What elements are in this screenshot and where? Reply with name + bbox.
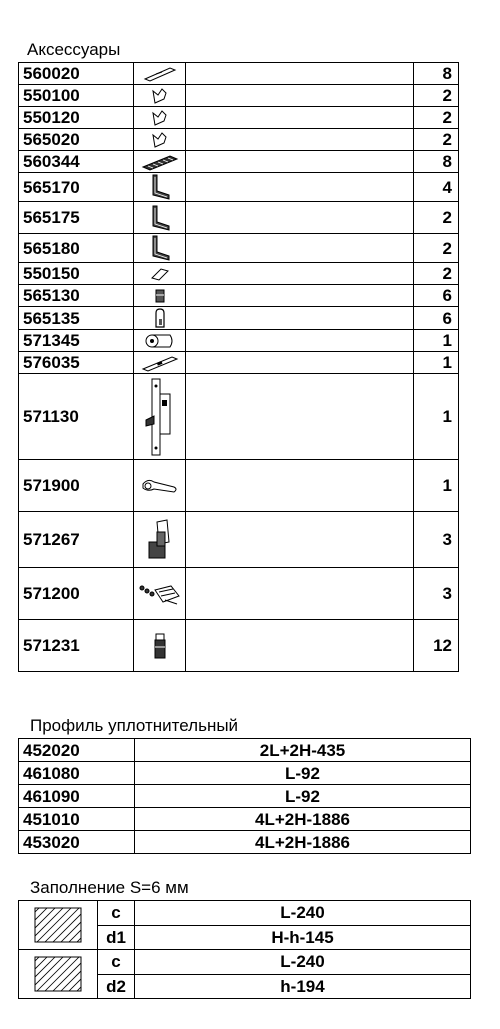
accessory-code: 571267 xyxy=(19,512,134,568)
accessory-code: 560344 xyxy=(19,151,134,173)
accessory-description xyxy=(186,151,414,173)
accessory-row xyxy=(19,620,459,672)
accessory-code: 576035 xyxy=(19,352,134,374)
accessory-description xyxy=(186,173,414,202)
wedge-icon xyxy=(134,263,186,285)
accessory-qty: 2 xyxy=(414,263,459,285)
seal-value: 4L+2H-1886 xyxy=(135,808,471,831)
accessory-description xyxy=(186,512,414,568)
accessory-row xyxy=(19,568,459,620)
seal-code: 461080 xyxy=(19,762,135,785)
accessory-description xyxy=(186,234,414,263)
strike-plate-icon xyxy=(134,352,186,374)
small-corner-piece-icon xyxy=(134,107,186,129)
hatched-glass-icon xyxy=(19,950,98,999)
accessory-description xyxy=(186,352,414,374)
mortise-lock-icon xyxy=(134,374,186,460)
accessory-qty: 1 xyxy=(414,330,459,352)
accessory-description xyxy=(186,63,414,85)
accessory-qty: 3 xyxy=(414,512,459,568)
accessory-code: 571231 xyxy=(19,620,134,672)
accessory-code: 565135 xyxy=(19,307,134,330)
filling-value: H-h-145 xyxy=(135,925,471,950)
accessory-qty: 2 xyxy=(414,129,459,151)
filling-row xyxy=(19,950,471,975)
seal-row xyxy=(19,762,471,785)
accessory-description xyxy=(186,202,414,234)
accessory-code: 565020 xyxy=(19,129,134,151)
grate-strip-icon xyxy=(134,151,186,173)
filling-value: L-240 xyxy=(135,901,471,926)
accessory-qty: 6 xyxy=(414,307,459,330)
accessory-row xyxy=(19,330,459,352)
clip-icon xyxy=(134,307,186,330)
hinge-icon xyxy=(134,512,186,568)
accessory-code: 571345 xyxy=(19,330,134,352)
filling-table xyxy=(18,900,471,999)
seal-row xyxy=(19,808,471,831)
accessories-table xyxy=(18,62,459,672)
seals-table xyxy=(18,738,471,854)
accessory-qty: 1 xyxy=(414,374,459,460)
filling-value: L-240 xyxy=(135,950,471,975)
filling-value: h-194 xyxy=(135,974,471,999)
long-plate-icon xyxy=(134,63,186,85)
seal-row xyxy=(19,739,471,762)
accessory-qty: 3 xyxy=(414,568,459,620)
accessory-qty: 12 xyxy=(414,620,459,672)
accessory-row xyxy=(19,85,459,107)
accessory-code: 571200 xyxy=(19,568,134,620)
accessory-row xyxy=(19,307,459,330)
door-handle-icon xyxy=(134,460,186,512)
accessory-qty: 2 xyxy=(414,202,459,234)
accessory-qty: 1 xyxy=(414,352,459,374)
seal-code: 451010 xyxy=(19,808,135,831)
filling-key: d1 xyxy=(98,925,135,950)
accessory-row xyxy=(19,512,459,568)
accessory-description xyxy=(186,129,414,151)
accessory-qty: 1 xyxy=(414,460,459,512)
accessories-title: Аксессуары xyxy=(27,40,121,59)
accessory-description xyxy=(186,620,414,672)
accessory-code: 565180 xyxy=(19,234,134,263)
filling-title: Заполнение S=6 мм xyxy=(30,878,189,897)
accessory-row xyxy=(19,129,459,151)
filling-key: c xyxy=(98,901,135,926)
small-corner-piece-icon xyxy=(134,85,186,107)
accessory-row xyxy=(19,173,459,202)
angle-bracket-icon xyxy=(134,234,186,263)
accessory-qty: 4 xyxy=(414,173,459,202)
accessory-code: 571130 xyxy=(19,374,134,460)
small-block-icon xyxy=(134,285,186,307)
seal-value: L-92 xyxy=(135,762,471,785)
accessory-row xyxy=(19,202,459,234)
accessory-qty: 2 xyxy=(414,234,459,263)
accessory-code: 550120 xyxy=(19,107,134,129)
accessory-row xyxy=(19,107,459,129)
accessory-qty: 8 xyxy=(414,63,459,85)
filling-row xyxy=(19,901,471,926)
seal-row xyxy=(19,831,471,854)
accessory-qty: 2 xyxy=(414,107,459,129)
accessory-code: 565175 xyxy=(19,202,134,234)
accessory-code: 565170 xyxy=(19,173,134,202)
accessory-qty: 2 xyxy=(414,85,459,107)
seal-code: 453020 xyxy=(19,831,135,854)
screw-set-icon xyxy=(134,568,186,620)
accessory-row xyxy=(19,285,459,307)
accessory-row xyxy=(19,460,459,512)
seal-code: 461090 xyxy=(19,785,135,808)
small-corner-piece-icon xyxy=(134,129,186,151)
accessory-code: 550150 xyxy=(19,263,134,285)
accessory-description xyxy=(186,330,414,352)
accessory-description xyxy=(186,285,414,307)
accessory-qty: 8 xyxy=(414,151,459,173)
accessory-code: 560020 xyxy=(19,63,134,85)
seal-value: L-92 xyxy=(135,785,471,808)
accessory-description xyxy=(186,85,414,107)
accessory-description xyxy=(186,263,414,285)
accessory-code: 565130 xyxy=(19,285,134,307)
seal-value: 4L+2H-1886 xyxy=(135,831,471,854)
seals-title: Профиль уплотнительный xyxy=(30,716,239,735)
accessory-description xyxy=(186,374,414,460)
accessory-row xyxy=(19,63,459,85)
accessory-code: 571900 xyxy=(19,460,134,512)
accessory-row xyxy=(19,151,459,173)
accessory-row xyxy=(19,234,459,263)
accessory-row xyxy=(19,263,459,285)
accessory-row xyxy=(19,374,459,460)
hatched-glass-icon xyxy=(19,901,98,950)
angle-bracket-icon xyxy=(134,202,186,234)
accessory-description xyxy=(186,568,414,620)
plug-icon xyxy=(134,620,186,672)
seal-code: 452020 xyxy=(19,739,135,762)
accessory-description xyxy=(186,107,414,129)
angle-bracket-icon xyxy=(134,173,186,202)
accessory-code: 550100 xyxy=(19,85,134,107)
filling-key: c xyxy=(98,950,135,975)
accessory-description xyxy=(186,307,414,330)
seal-value: 2L+2H-435 xyxy=(135,739,471,762)
accessory-qty: 6 xyxy=(414,285,459,307)
accessory-description xyxy=(186,460,414,512)
filling-key: d2 xyxy=(98,974,135,999)
seal-row xyxy=(19,785,471,808)
accessory-row xyxy=(19,352,459,374)
lock-cylinder-icon xyxy=(134,330,186,352)
